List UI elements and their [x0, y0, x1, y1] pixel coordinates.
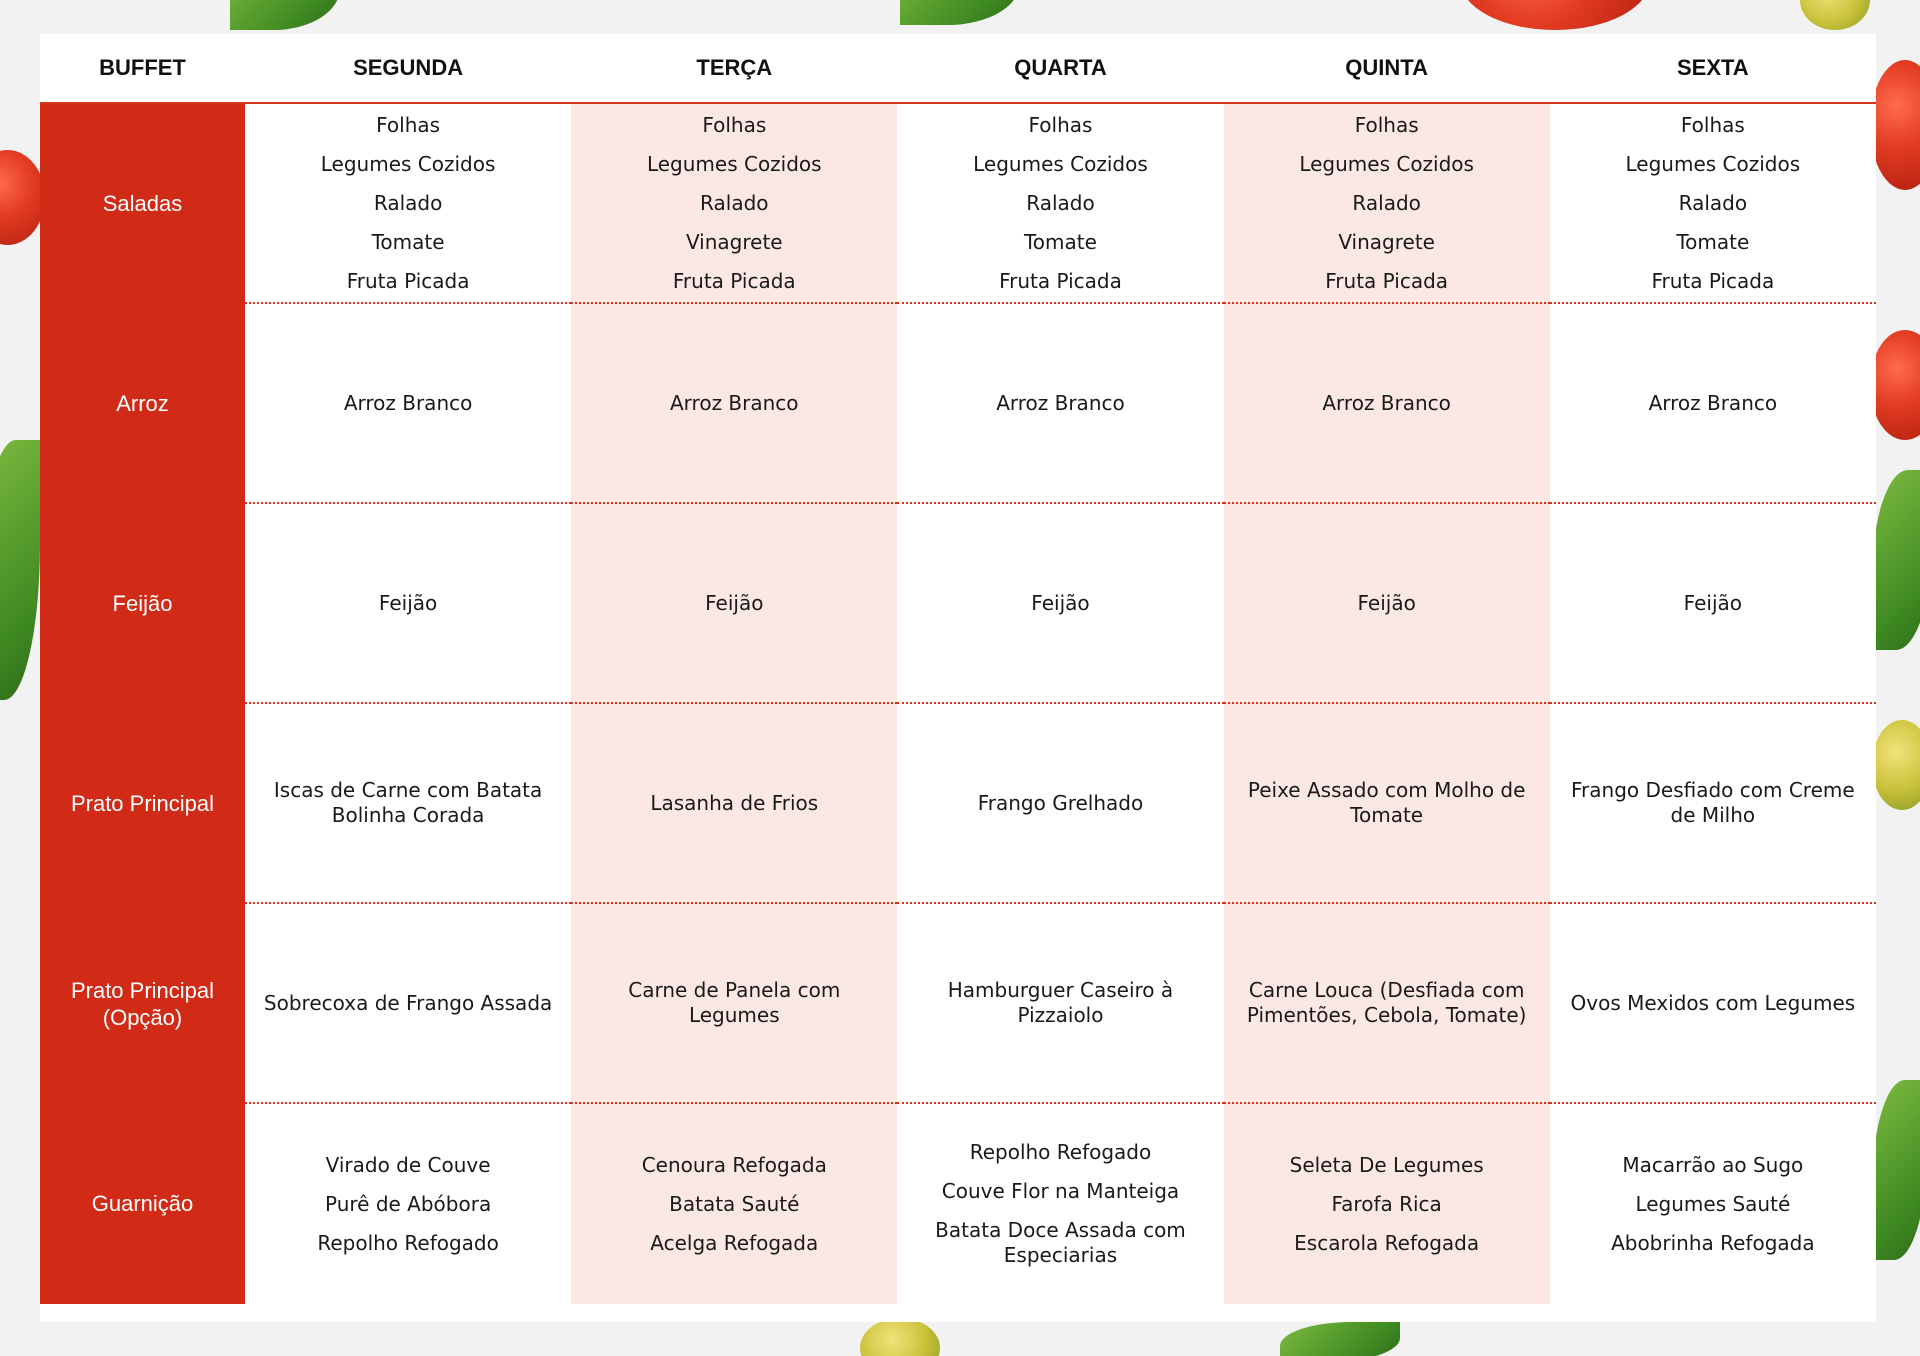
menu-item: Repolho Refogado: [317, 1230, 499, 1255]
menu-item: Carne Louca (Desfiada com Pimentões, Cebola, Tomate): [1246, 978, 1527, 1027]
menu-item: Feijão: [1031, 590, 1090, 615]
menu-cell: [571, 704, 897, 904]
menu-item: Arroz Branco: [670, 390, 799, 415]
menu-item: Acelga Refogada: [650, 1230, 819, 1255]
menu-item: Macarrão ao Sugo: [1622, 1152, 1804, 1177]
menu-cell: [571, 104, 897, 304]
menu-cell: [1224, 104, 1550, 304]
menu-item: Virado de Couve: [325, 1152, 491, 1177]
menu-cell: [1550, 104, 1876, 304]
yellow-tomato-decoration: [1872, 720, 1920, 810]
menu-cell: [245, 104, 571, 304]
menu-item: Arroz Branco: [343, 390, 473, 415]
basil-leaf-decoration: [900, 0, 1020, 25]
menu-item: Ralado: [1678, 190, 1748, 215]
header-day-thursday: QUINTA: [1224, 34, 1550, 104]
menu-cell: [571, 304, 897, 504]
menu-cell: [1550, 1104, 1876, 1304]
tomato-decoration: [1870, 60, 1920, 190]
menu-cell: [897, 504, 1223, 704]
menu-cell: [1550, 704, 1876, 904]
menu-item: Legumes Cozidos: [973, 151, 1148, 176]
menu-item: Tomate: [371, 229, 445, 254]
menu-item: Vinagrete: [1338, 229, 1435, 254]
menu-item: Batata Doce Assada com Especiarias: [935, 1218, 1186, 1267]
menu-item: Abobrinha Refogada: [1611, 1230, 1815, 1255]
menu-cell: [897, 1104, 1223, 1304]
menu-item: Sobrecoxa de Frango Assada: [263, 990, 553, 1015]
header-day-monday: SEGUNDA: [245, 34, 571, 104]
row-label-arroz: Arroz: [40, 304, 245, 504]
menu-cell: [1550, 904, 1876, 1104]
row-label-saladas: Saladas: [40, 104, 245, 304]
menu-cell: [1224, 1104, 1550, 1304]
menu-cell: [1224, 504, 1550, 704]
menu-cell: [897, 104, 1223, 304]
menu-item: Escarola Refogada: [1294, 1230, 1480, 1255]
menu-cell: [897, 304, 1223, 504]
menu-item: Farofa Rica: [1331, 1191, 1442, 1216]
menu-cell: [1224, 704, 1550, 904]
row-label-prato-principal: Prato Principal: [40, 704, 245, 904]
basil-leaf-decoration: [1872, 1080, 1920, 1260]
header-day-wednesday: QUARTA: [897, 34, 1223, 104]
menu-cell: [571, 1104, 897, 1304]
menu-item: Feijão: [1683, 590, 1742, 615]
menu-cell: [571, 904, 897, 1104]
menu-cell: [571, 504, 897, 704]
menu-item: Legumes Cozidos: [320, 151, 496, 176]
basil-leaf-decoration: [1280, 1322, 1400, 1356]
tomato-decoration: [1870, 330, 1920, 440]
menu-item: Folhas: [1028, 112, 1093, 137]
row-label-prato-principal-opcao: Prato Principal (Opção): [40, 904, 245, 1104]
menu-item: Arroz Branco: [1322, 390, 1451, 415]
tomato-decoration: [1460, 0, 1650, 30]
header-day-tuesday: TERÇA: [571, 34, 897, 104]
menu-item: Fruta Picada: [999, 268, 1122, 293]
menu-item: Vinagrete: [685, 229, 783, 254]
menu-item: Arroz Branco: [996, 390, 1125, 415]
menu-item: Repolho Refogado: [969, 1140, 1152, 1164]
menu-item: Legumes Cozidos: [1299, 151, 1474, 176]
row-label-feijao: Feijão: [40, 504, 245, 704]
menu-item: Frango Grelhado: [977, 790, 1144, 815]
menu-cell: [1550, 304, 1876, 504]
menu-item: Tomate: [1676, 229, 1750, 254]
menu-item: Ralado: [1352, 190, 1421, 215]
menu-item: Seleta De Legumes: [1289, 1152, 1484, 1177]
menu-item: Couve Flor na Manteiga: [941, 1179, 1180, 1203]
menu-cell: [897, 904, 1223, 1104]
menu-item: Arroz Branco: [1648, 390, 1778, 415]
menu-item: Legumes Sauté: [1635, 1191, 1791, 1216]
menu-item: Cenoura Refogada: [641, 1152, 827, 1177]
yellow-tomato-decoration: [1800, 0, 1870, 30]
menu-item: Ralado: [373, 190, 443, 215]
menu-item: Folhas: [1680, 112, 1745, 137]
menu-cell: [245, 904, 571, 1104]
menu-item: Folhas: [702, 112, 767, 137]
menu-item: Folhas: [1354, 112, 1419, 137]
menu-item: Frango Desfiado com Creme de Milho: [1571, 778, 1855, 827]
menu-item: Purê de Abóbora: [324, 1191, 492, 1216]
basil-leaf-decoration: [1872, 470, 1920, 650]
menu-item: Peixe Assado com Molho de Tomate: [1247, 778, 1526, 827]
menu-item: Ovos Mexidos com Legumes: [1570, 990, 1856, 1015]
header-buffet: BUFFET: [40, 34, 245, 104]
menu-cell: [245, 704, 571, 904]
menu-cell: [245, 504, 571, 704]
menu-cell: [1550, 504, 1876, 704]
menu-item: Ralado: [700, 190, 769, 215]
menu-item: Legumes Cozidos: [646, 151, 822, 176]
menu-item: Legumes Cozidos: [1625, 151, 1801, 176]
menu-item: Tomate: [1023, 229, 1097, 254]
menu-cell: [245, 1104, 571, 1304]
menu-item: Hamburguer Caseiro à Pizzaiolo: [947, 978, 1174, 1027]
basil-leaf-decoration: [230, 0, 340, 30]
basil-leaf-decoration: [0, 440, 40, 700]
menu-item: Feijão: [378, 590, 438, 615]
menu-item: Fruta Picada: [1651, 268, 1775, 293]
menu-item: Carne de Panela com Legumes: [628, 978, 841, 1027]
header-day-friday: SEXTA: [1550, 34, 1876, 104]
menu-cell: [1224, 304, 1550, 504]
menu-item: Folhas: [376, 112, 441, 137]
menu-item: Fruta Picada: [346, 268, 470, 293]
menu-item: Fruta Picada: [672, 268, 796, 293]
yellow-tomato-decoration: [860, 1318, 940, 1356]
menu-item: Feijão: [1357, 590, 1416, 615]
menu-cell: [897, 704, 1223, 904]
menu-cell: [1224, 904, 1550, 1104]
tomato-decoration: [0, 150, 45, 245]
menu-table: [40, 34, 1876, 1322]
menu-item: Fruta Picada: [1325, 268, 1449, 293]
menu-item: Lasanha de Frios: [650, 790, 819, 815]
menu-item: Feijão: [705, 590, 764, 615]
row-label-guarnicao: Guarnição: [40, 1104, 245, 1304]
menu-item: Batata Sauté: [669, 1191, 800, 1216]
menu-item: Ralado: [1026, 190, 1095, 215]
menu-item: Iscas de Carne com Batata Bolinha Corada: [273, 778, 543, 827]
menu-cell: [245, 304, 571, 504]
